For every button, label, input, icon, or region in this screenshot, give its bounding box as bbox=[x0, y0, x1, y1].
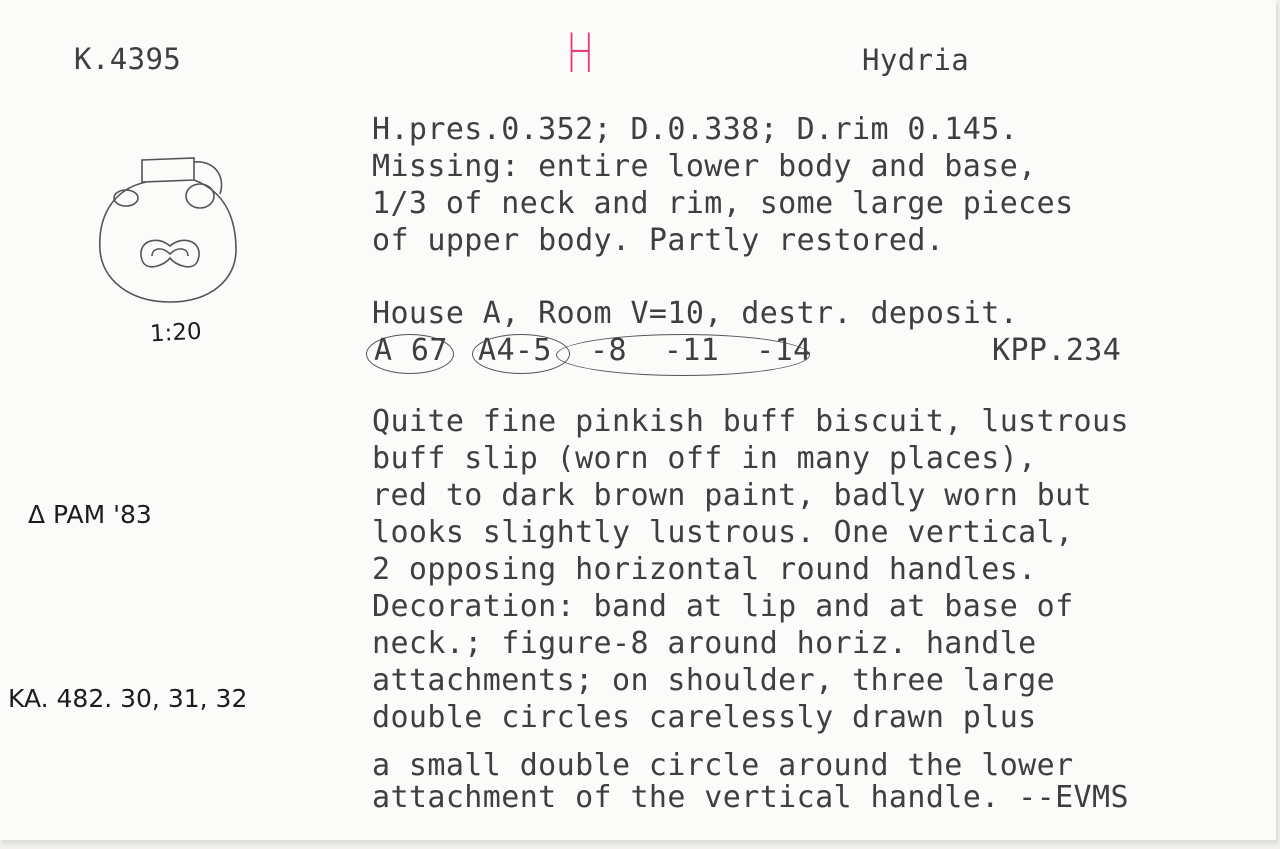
condition-line: 1/3 of neck and rim, some large pieces bbox=[372, 186, 1074, 221]
condition-line: of upper body. Partly restored. bbox=[372, 223, 945, 258]
description-line: double circles carelessly drawn plus bbox=[372, 700, 1037, 735]
description-line: a small double circle around the lower bbox=[372, 748, 1074, 783]
condition-line: Missing: entire lower body and base, bbox=[372, 149, 1037, 184]
description-line: Quite fine pinkish buff biscuit, lustrous bbox=[372, 404, 1129, 439]
section-letter: H bbox=[566, 22, 595, 85]
object-type: Hydria bbox=[862, 43, 970, 77]
description-line: attachments; on shoulder, three large bbox=[372, 663, 1056, 698]
drawing-note: Δ PAM '83 bbox=[28, 500, 152, 529]
sketch-scale: 1:20 bbox=[149, 318, 203, 348]
find-context: House A, Room V=10, destr. deposit. bbox=[372, 296, 1019, 331]
inventory-number: KA. 482. 30, 31, 32 bbox=[8, 684, 248, 713]
description-line: Decoration: band at lip and at base of bbox=[372, 589, 1074, 624]
description-line: red to dark brown paint, badly worn but bbox=[372, 478, 1092, 513]
ref-a67: A 67 bbox=[374, 333, 448, 368]
description-line: 2 opposing horizontal round handles. bbox=[372, 552, 1037, 587]
ref-a4-5: A4-5 bbox=[478, 333, 552, 368]
kpp-reference: KPP.234 bbox=[992, 333, 1122, 368]
description-line: neck.; figure-8 around horiz. handle bbox=[372, 626, 1037, 661]
dimensions: H.pres.0.352; D.0.338; D.rim 0.145. bbox=[372, 112, 1019, 147]
description-line: looks slightly lustrous. One vertical, bbox=[372, 515, 1074, 550]
hydria-sketch bbox=[90, 150, 250, 310]
ref-lots: -8 -11 -14 bbox=[590, 333, 812, 368]
description-line: buff slip (worn off in many places), bbox=[372, 441, 1037, 476]
description-line: attachment of the vertical handle. --EVMS bbox=[372, 780, 1129, 815]
catalog-number: K.4395 bbox=[74, 42, 182, 76]
